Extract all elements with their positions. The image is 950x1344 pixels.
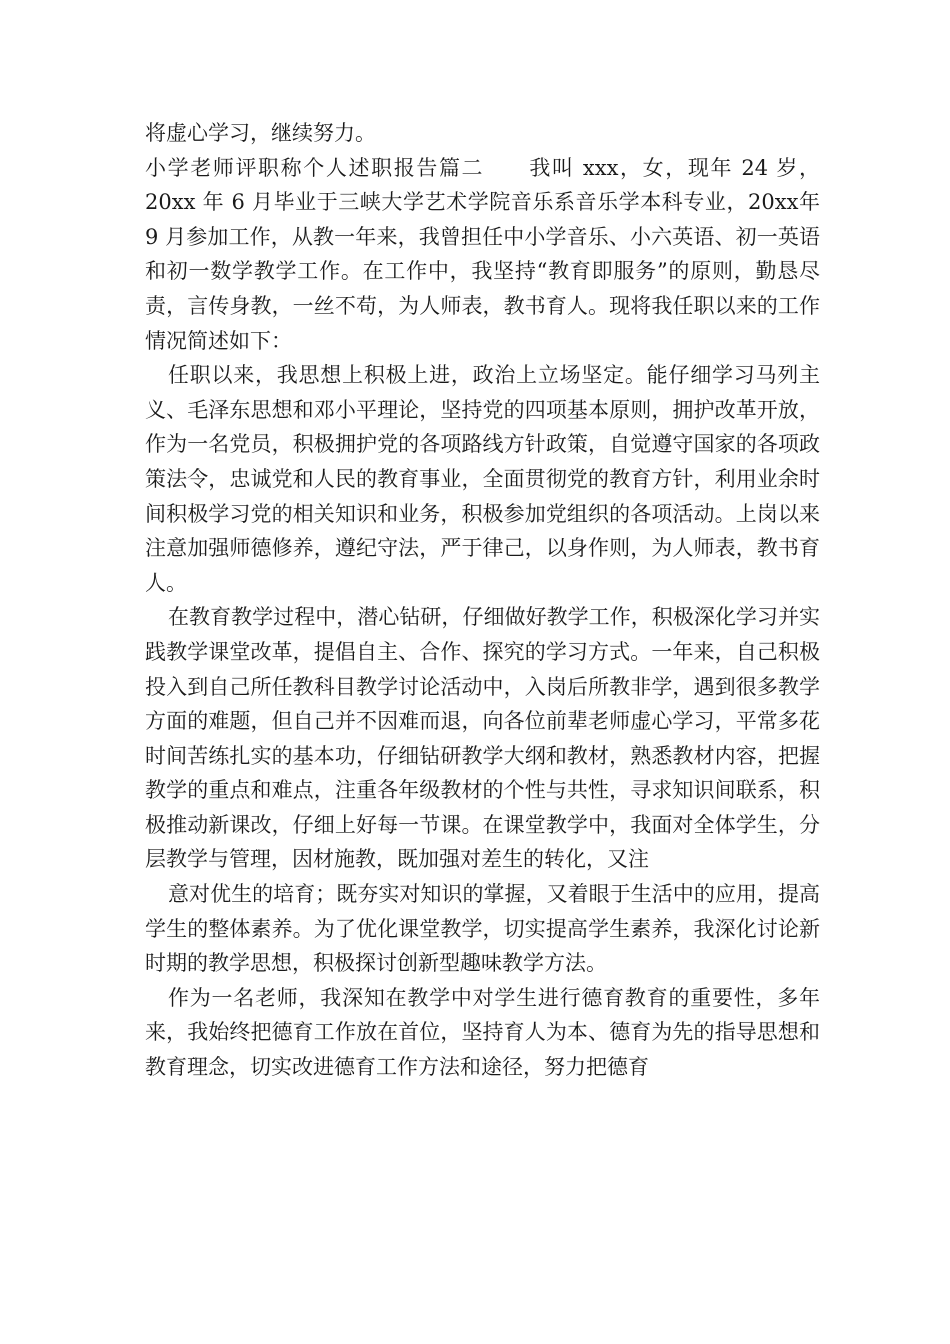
paragraph-report-intro: 小学老师评职称个人述职报告篇二 我叫 xxx，女，现年 24 岁，20xx 年 6 月毕业于三峡大学艺术学院音乐系音乐学本科专业，20xx年 9 月参加工作，从教一年来，我曾担任中小学音乐、小六英语、初一英语和初一数学教学工作。在工作中，我坚持“教育即服务”的原则，勤恳尽责，言传身教，一丝不苟，为人师表，教书育人。现将我任职以来的工作情况简述如下： [145,155,820,353]
paragraph-closing-line: 将虚心学习，继续努力。 [145,121,376,145]
paragraph-teaching-continued: 意对优生的培育；既夯实对知识的掌握，又着眼于生活中的应用，提高学生的整体素养。为了优化课堂教学，切实提高学生素养，我深化讨论新时期的教学思想，积极探讨创新型趣味教学方法。 [145,882,820,976]
document-body [145,116,820,1085]
paragraph-political-stance: 任职以来，我思想上积极上进，政治上立场坚定。能仔细学习马列主义、毛泽东思想和邓小平理论，坚持党的四项基本原则，拥护改革开放，作为一名党员，积极拥护党的各项路线方针政策，自觉遵守国家的各项政策法令，忠诚党和人民的教育事业，全面贯彻党的教育方针，利用业余时间积极学习党的相关知识和业务，积极参加党组织的各项活动。上岗以来注意加强师德修养，遵纪守法，严于律己，以身作则，为人师表，教书育人。 [145,363,820,595]
paragraph-moral-education: 作为一名老师，我深知在教学中对学生进行德育教育的重要性，多年来，我始终把德育工作放在首位，坚持育人为本、德育为先的指导思想和教育理念，切实改进德育工作方法和途径，努力把德育 [145,985,820,1080]
paragraph-teaching-work: 在教育教学过程中，潜心钻研，仔细做好教学工作，积极深化学习并实践教学课堂改革，提倡自主、合作、探究的学习方式。一年来，自己积极投入到自己所任教科目教学讨论活动中，入岗后所教非学，遇到很多教学方面的难题，但自己并不因难而退，向各位前辈老师虚心学习，平常多花时间苦练扎实的基本功，仔细钻研教学大纲和教材，熟悉教材内容，把握教学的重点和难点，注重各年级教材的个性与共性，寻求知识间联系，积极推动新课改，仔细上好每一节课。在课堂教学中，我面对全体学生，分层教学与管理，因材施教，既加强对差生的转化，又注 [145,605,820,872]
